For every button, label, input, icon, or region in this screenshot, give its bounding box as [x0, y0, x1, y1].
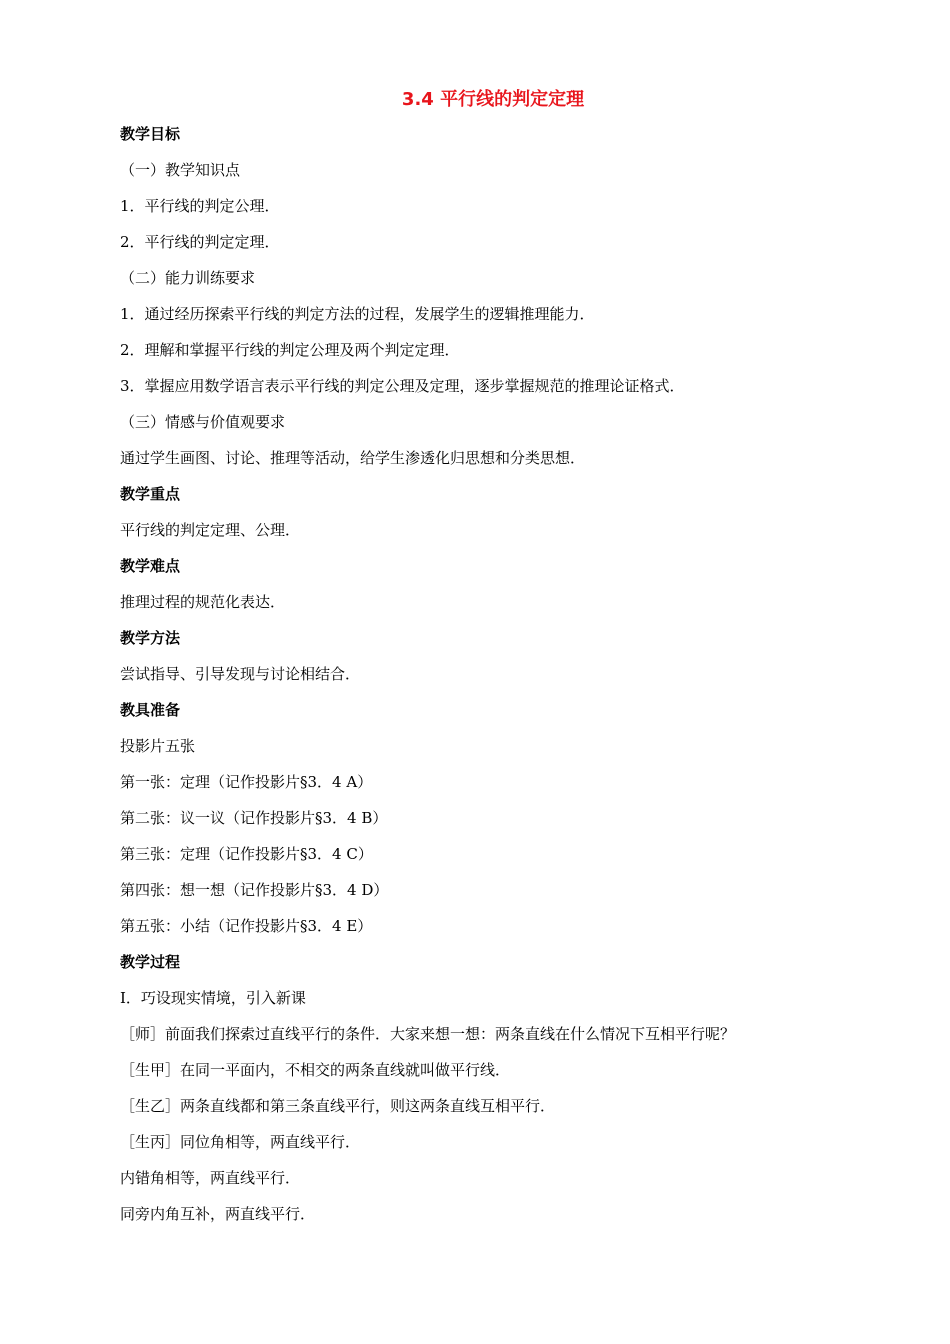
text-line: 同旁内角互补，两直线平行．	[120, 1205, 316, 1223]
text-line: 2．理解和掌握平行线的判定公理及两个判定定理．	[120, 341, 460, 359]
section-heading-difficulties: 教学难点	[120, 557, 181, 575]
text-line: （二）能力训练要求	[120, 269, 256, 287]
document-title: 3.4 平行线的判定定理	[401, 89, 585, 110]
text-line: 1．通过经历探索平行线的判定方法的过程，发展学生的逻辑推理能力．	[120, 305, 595, 323]
text-line: 第二张：议一议（记作投影片§3．4 B）	[120, 809, 388, 827]
text-line: 3．掌握应用数学语言表示平行线的判定公理及定理，逐步掌握规范的推理论证格式．	[120, 377, 685, 395]
text-line: 第三张：定理（记作投影片§3．4 C）	[120, 845, 373, 863]
text-line: 第五张：小结（记作投影片§3．4 E）	[120, 917, 373, 935]
text-line: ［师］前面我们探索过直线平行的条件．大家来想一想：两条直线在什么情况下互相平行呢？	[120, 1025, 736, 1043]
text-line: Ⅰ．巧设现实情境，引入新课	[120, 989, 306, 1007]
text-line: 第四张：想一想（记作投影片§3．4 D）	[120, 881, 389, 899]
section-heading-objectives: 教学目标	[120, 125, 181, 143]
section-heading-materials: 教具准备	[120, 701, 181, 719]
text-line: 通过学生画图、讨论、推理等活动，给学生渗透化归思想和分类思想．	[120, 449, 586, 467]
text-line: 尝试指导、引导发现与讨论相结合．	[120, 665, 361, 683]
text-line: 投影片五张	[120, 737, 196, 755]
text-line: 第一张：定理（记作投影片§3．4 A）	[120, 773, 373, 791]
text-line: ［生乙］两条直线都和第三条直线平行，则这两条直线互相平行．	[120, 1097, 556, 1115]
text-line: ［生丙］同位角相等，两直线平行．	[120, 1133, 361, 1151]
section-heading-key-points: 教学重点	[120, 485, 181, 503]
text-line: （三）情感与价值观要求	[120, 413, 286, 431]
text-line: （一）教学知识点	[120, 161, 241, 179]
text-line: 平行线的判定定理、公理．	[120, 521, 301, 539]
section-heading-process: 教学过程	[120, 953, 181, 971]
section-heading-methods: 教学方法	[120, 629, 181, 647]
text-line: 1．平行线的判定公理．	[120, 197, 280, 215]
text-line: ［生甲］在同一平面内，不相交的两条直线就叫做平行线．	[120, 1061, 511, 1079]
text-line: 2．平行线的判定定理．	[120, 233, 280, 251]
text-line: 内错角相等，两直线平行．	[120, 1169, 301, 1187]
text-line: 推理过程的规范化表达．	[120, 593, 286, 611]
